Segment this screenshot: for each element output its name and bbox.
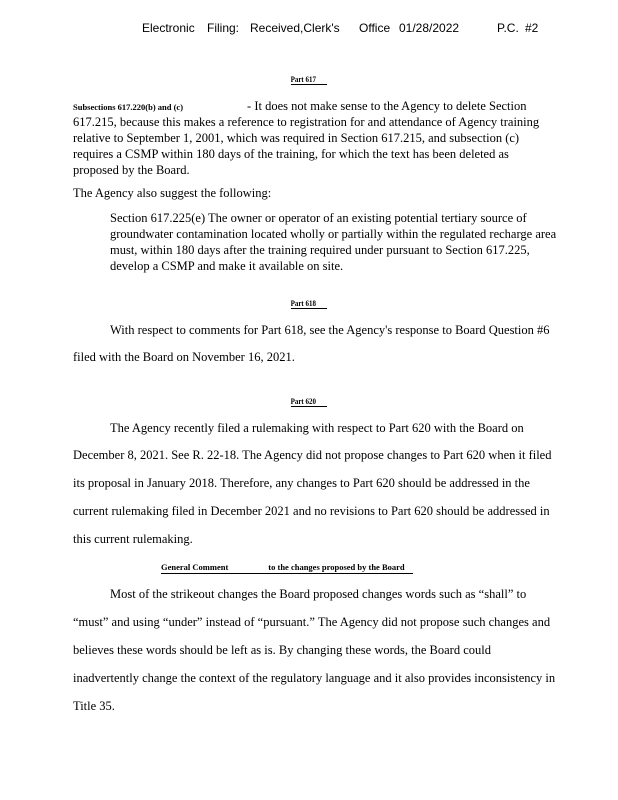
part620-heading: Part 620 — [56, 396, 563, 406]
part617-line-4: requires a CSMP within 180 days of the training, for which the text has been deleted as — [73, 147, 509, 161]
quote-line-4: develop a CSMP and make it available on site. — [110, 259, 344, 273]
header-received: Received,Clerk's — [250, 21, 340, 35]
part617-line-1: Subsections 617.220(b) and (c) - It does not make sense to the Agency to delete Section — [73, 99, 527, 113]
part620-line-5: this current rulemaking. — [73, 532, 193, 546]
header-filing: Filing: — [207, 21, 240, 35]
part620-line-4: current rulemaking filed in December 2021 and no revisions to Part 620 should be addressed in — [73, 504, 550, 518]
part618-heading: Part 618 — [56, 298, 563, 308]
suggest-intro: The Agency also suggest the following: — [73, 186, 272, 200]
part618-line-1: With respect to comments for Part 618, see the Agency's response to Board Question #6 — [110, 323, 550, 337]
part620-line-3: its proposal in January 2018. Therefore, any changes to Part 620 should be addressed in the — [73, 476, 530, 490]
part617-line-2: 617.215, because this makes a reference to registration for and attendance of Agency training — [73, 115, 540, 129]
header-number: #2 — [525, 21, 539, 35]
general-comment-underline — [161, 573, 413, 574]
quote-line-1: Section 617.225(e) The owner or operator of an existing potential tertiary source of — [110, 211, 527, 225]
part617-line-3: relative to September 1, 2001, which was required in Section 617.215, and subsection (c) — [73, 131, 520, 145]
general-line-3: believes these words should be left as is. By changing these words, the Board could — [73, 643, 491, 657]
general-line-1: Most of the strikeout changes the Board proposed changes words such as “shall” to — [110, 587, 527, 601]
quote-line-3: must, within 180 days after the training required under pursuant to Section 617.225, — [110, 243, 530, 257]
part617-line-5: proposed by the Board. — [73, 163, 190, 177]
header-electronic: Electronic — [142, 21, 195, 35]
general-line-4: inadvertently change the context of the regulatory language and it also provides inconsistency in — [73, 671, 556, 685]
general-line-2: “must” and using “under” instead of “pursuant.” The Agency did not propose such changes and — [73, 615, 551, 629]
part620-line-2: December 8, 2021. See R. 22-18. The Agency did not propose changes to Part 620 when it filed — [73, 448, 552, 462]
part618-line-2: filed with the Board on November 16, 2021. — [73, 350, 295, 364]
subsection-label: Subsections 617.220(b) and (c) — [73, 102, 184, 112]
part617-heading: Part 617 — [56, 74, 563, 84]
general-comment-heading: General Comment to the changes proposed by the Board — [161, 562, 405, 572]
header-office: Office — [359, 21, 391, 35]
general-line-5: Title 35. — [73, 699, 115, 713]
part620-line-1: The Agency recently filed a rulemaking with respect to Part 620 with the Board on — [110, 421, 524, 435]
header-pc: P.C. — [497, 21, 519, 35]
quote-line-2: groundwater contamination located wholly or partially within the regulated recharge area — [110, 227, 557, 241]
header-date: 01/28/2022 — [399, 21, 460, 35]
